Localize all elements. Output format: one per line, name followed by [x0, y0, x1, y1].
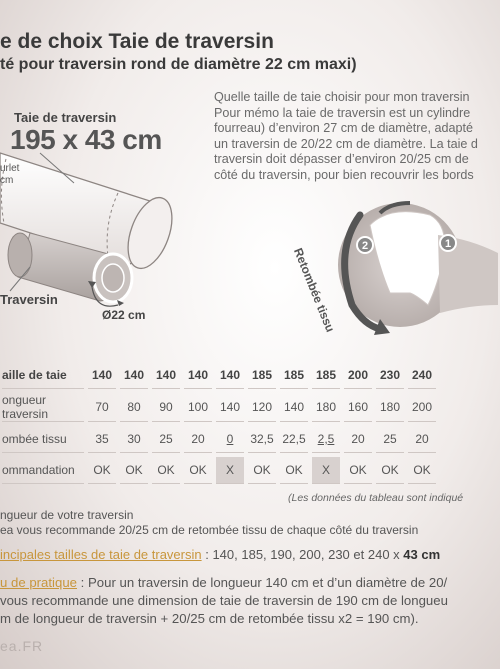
table-cell: 230: [376, 362, 404, 389]
table-cell: OK: [376, 457, 404, 484]
practical-tip: [0, 574, 448, 628]
tip-line: : Pour un traversin de longueur 140 cm et d’un diamètre de 20/: [77, 575, 448, 590]
diameter-label: Ø22 cm: [102, 308, 146, 322]
table-cell: 20: [184, 426, 212, 453]
table-cell: X: [312, 457, 340, 484]
page-title: e de choix Taie de traversin: [0, 30, 274, 53]
hem-label-line: urlet: [0, 163, 20, 174]
hem-label-line: cm: [0, 175, 14, 186]
step-1-number: 1: [444, 238, 452, 250]
table-row-longueur: [2, 393, 436, 422]
description-line: un traversin de 20/22 cm de diamètre. La taie d: [214, 136, 478, 151]
table-cell: OK: [88, 457, 116, 484]
table-row-taille: [2, 362, 436, 389]
step-2-number: 2: [361, 240, 369, 252]
row-header: ombée tissu: [2, 426, 84, 453]
main-sizes-values: : 140, 185, 190, 200, 230 et 240 x: [201, 547, 404, 562]
table-cell: 30: [120, 426, 148, 453]
main-sizes-label: incipales tailles de taie de traversin: [0, 547, 202, 562]
table-cell: 120: [248, 393, 276, 422]
table-cell: 200: [344, 362, 372, 389]
description-line: côté du traversin, pour bien recouvrir les bords: [214, 167, 474, 182]
table-cell: 20: [344, 426, 372, 453]
pillowcase-label: Taie de traversin: [14, 110, 117, 125]
size-table: [0, 358, 440, 488]
table-cell: OK: [280, 457, 308, 484]
table-cell: OK: [344, 457, 372, 484]
main-sizes: [0, 547, 440, 562]
table-cell: 180: [376, 393, 404, 422]
pillowcase-size: 195 x 43 cm: [10, 124, 162, 155]
fold-illustration: [320, 195, 500, 345]
description-line: Pour mémo la taie de traversin est un cylindre: [214, 105, 471, 120]
table-cell: 0: [216, 426, 244, 453]
table-cell: 90: [152, 393, 180, 422]
brand-logo: ea.FR: [0, 638, 44, 654]
table-cell: 100: [184, 393, 212, 422]
table-cell: 20: [408, 426, 436, 453]
row-header: ongueur traversin: [2, 393, 84, 422]
description-line: fourreau) d’environ 27 cm de diamètre, adapté: [214, 121, 474, 136]
table-cell: OK: [248, 457, 276, 484]
hem-label: [0, 163, 19, 187]
legend-recommendation: ea vous recommande 20/25 cm de retombée tissu de chaque côté du traversin: [0, 523, 419, 537]
row-header: ommandation: [2, 457, 84, 484]
table-cell: OK: [184, 457, 212, 484]
table-cell: 140: [280, 393, 308, 422]
table-cell: OK: [120, 457, 148, 484]
table-cell: 140: [184, 362, 212, 389]
tip-label: u de pratique: [0, 575, 77, 590]
table-cell: 140: [216, 362, 244, 389]
table-row-retombee: [2, 426, 436, 453]
table-row-recommandation: [2, 457, 436, 484]
row-header: aille de taie: [2, 362, 84, 389]
table-note: (Les données du tableau sont indiqué: [288, 492, 464, 504]
table-cell: 200: [408, 393, 436, 422]
table-cell: 80: [120, 393, 148, 422]
table-cell: 160: [344, 393, 372, 422]
table-cell: 25: [152, 426, 180, 453]
table-cell: 22,5: [280, 426, 308, 453]
table-cell: 2,5: [312, 426, 340, 453]
table-cell: 180: [312, 393, 340, 422]
description-paragraph: [214, 90, 478, 184]
table-cell: OK: [408, 457, 436, 484]
table-cell: 185: [248, 362, 276, 389]
table-cell: 185: [280, 362, 308, 389]
bolster-label: Traversin: [0, 292, 58, 307]
table-cell: 32,5: [248, 426, 276, 453]
tip-line: vous recommande une dimension de taie de traversin de 190 cm de longueu: [0, 593, 448, 608]
table-cell: 35: [88, 426, 116, 453]
table-cell: 140: [152, 362, 180, 389]
table-cell: 185: [312, 362, 340, 389]
description-line: Quelle taille de taie choisir pour mon traversin: [214, 90, 470, 104]
table-cell: OK: [152, 457, 180, 484]
main-sizes-height: 43 cm: [403, 547, 441, 562]
tip-line: m de longueur de traversin + 20/25 cm de retombée tissu x2 = 190 cm).: [0, 611, 419, 626]
description-line: traversin doit dépasser d’environ 20/25 cm de: [214, 152, 469, 167]
legend-length: ngueur de votre traversin: [0, 508, 134, 522]
table-cell: 25: [376, 426, 404, 453]
page-subtitle: té pour traversin rond de diamètre 22 cm maxi): [0, 56, 357, 73]
fabric-overhang-label: Retombée tissu: [291, 246, 338, 335]
table-cell: 70: [88, 393, 116, 422]
table-cell: 140: [120, 362, 148, 389]
table-cell: 240: [408, 362, 436, 389]
table-cell: 140: [216, 393, 244, 422]
table-cell: 140: [88, 362, 116, 389]
table-cell: X: [216, 457, 244, 484]
